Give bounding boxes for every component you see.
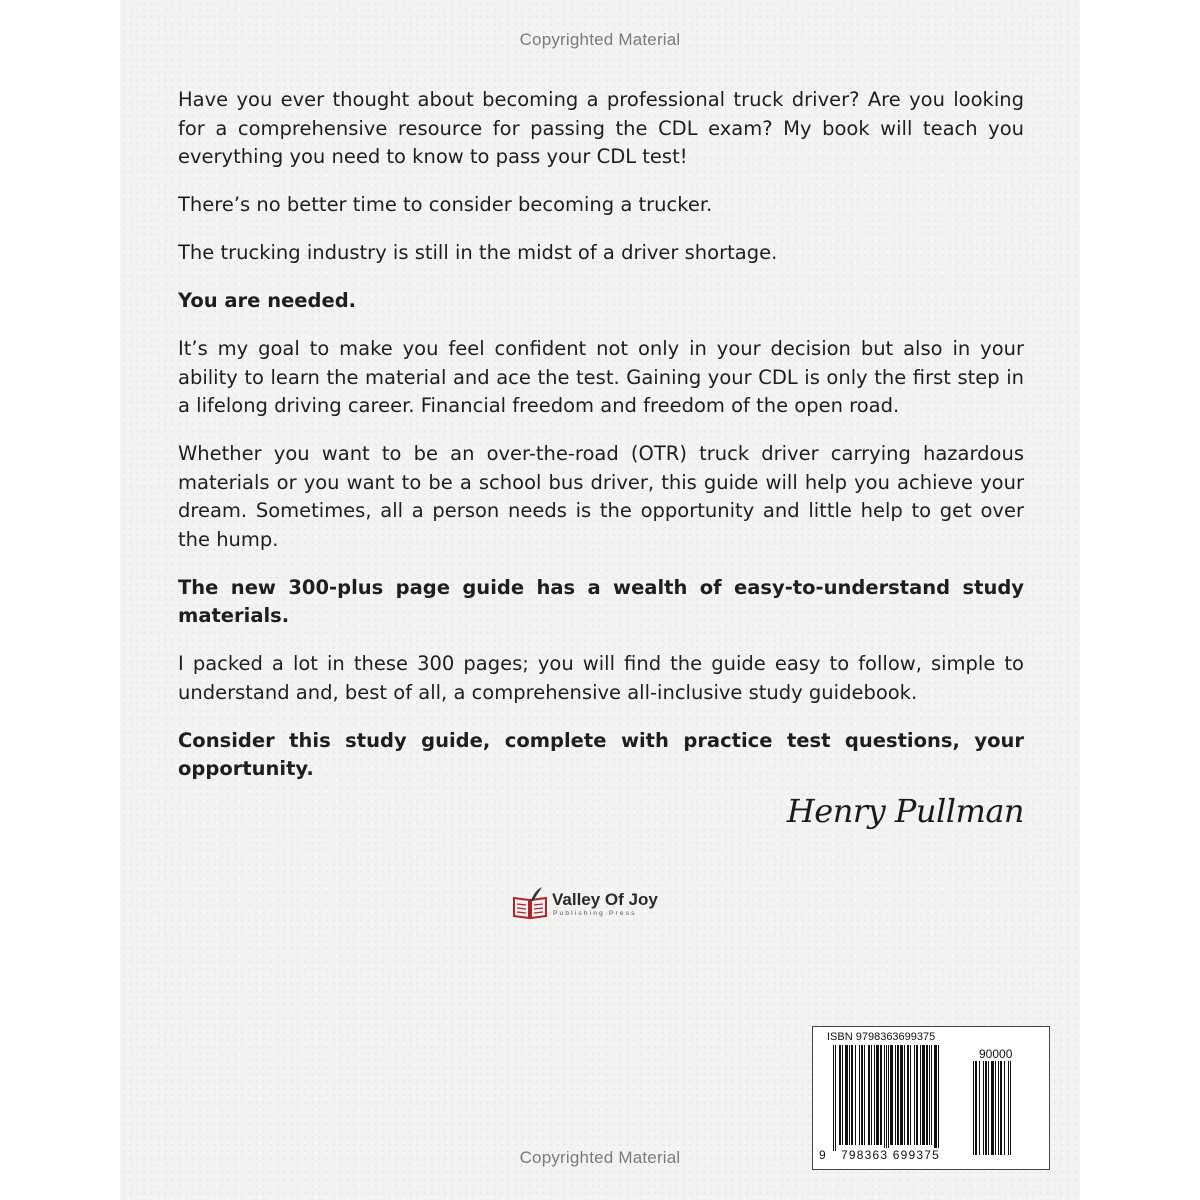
barcode-bar: [975, 1061, 977, 1155]
barcode-bar: [874, 1045, 875, 1145]
barcode-bar: [888, 1045, 889, 1151]
barcode-bar: [897, 1045, 899, 1145]
barcode-bar: [938, 1045, 939, 1151]
addon-bars: [973, 1061, 1037, 1155]
barcode-bar: [871, 1045, 872, 1145]
barcode-bar: [861, 1045, 863, 1145]
barcode-bar: [920, 1045, 921, 1145]
barcode-bar: [985, 1061, 987, 1155]
barcode-bar: [904, 1045, 905, 1145]
barcode-bar: [876, 1045, 879, 1145]
barcode-bar: [1000, 1061, 1002, 1155]
barcode-bar: [895, 1045, 896, 1145]
barcode-bar: [855, 1045, 856, 1145]
barcode-bar: [983, 1061, 984, 1155]
barcode-bar: [998, 1061, 999, 1155]
ean13-bars: [833, 1045, 965, 1151]
blurb-paragraph-intro: Have you ever thought about becoming a professional truck driver? Are you looking for a comprehensive resource for passing the CDL exam? My book will teach you everything you need to know to pass your CDL test!: [178, 88, 1024, 168]
publisher-subtitle: Publishing Press: [553, 910, 637, 917]
blurb-text: [178, 86, 1024, 803]
blurb-paragraph-guide: The new 300-plus page guide has a wealth of easy-to-understand study materials.: [178, 575, 1024, 627]
blurb-paragraph-shortage: The trucking industry is still in the midst of a driver shortage.: [178, 241, 778, 264]
blurb-paragraph-pages: I packed a lot in these 300 pages; you will find the guide easy to follow, simple to understand and, best of all, a comprehensive all-inclusive study guidebook.: [178, 652, 1024, 704]
blurb-paragraph-goal: It’s my goal to make you feel confident not only in your decision but also in your ability to learn the material and ace the test. Gaining your CDL is only the first step in a lifelong driving career. Financial freedom and freedom of the open road.: [178, 337, 1024, 417]
ean-first-digit: 9: [819, 1148, 826, 1162]
barcode-bar: [868, 1045, 870, 1145]
barcode-bar: [1010, 1061, 1011, 1155]
barcode-bar: [880, 1045, 882, 1145]
author-signature: Henry Pullman: [786, 792, 1024, 830]
copyright-watermark-top: Copyrighted Material: [519, 30, 681, 49]
barcode-bar: [931, 1045, 932, 1145]
blurb-paragraph-time: There’s no better time to consider becoming a trucker.: [178, 193, 713, 216]
blurb-paragraph-consider: Consider this study guide, complete with practice test questions, your opportunity.: [178, 728, 1024, 780]
barcode-bar: [934, 1045, 937, 1151]
barcode-bar: [849, 1045, 850, 1145]
barcode-bar: [991, 1061, 994, 1155]
book-back-cover: [120, 0, 1080, 1200]
barcode-bar: [900, 1045, 903, 1145]
barcode-bar: [929, 1045, 930, 1145]
open-book-quill-icon: [512, 886, 548, 920]
barcode-bar: [995, 1061, 996, 1155]
barcode-bar: [845, 1045, 848, 1145]
barcode-bar: [842, 1045, 843, 1145]
barcode-bar: [926, 1045, 928, 1145]
barcode-bar: [922, 1045, 925, 1145]
barcode-bar: [833, 1045, 834, 1151]
barcode-bar: [1008, 1061, 1009, 1155]
isbn-label: ISBN 9798363699375: [827, 1031, 936, 1043]
publisher-name: Valley Of Joy: [552, 890, 658, 909]
ean-digits: 798363 699375: [839, 1148, 961, 1162]
barcode-addon-number: 90000: [979, 1047, 1013, 1061]
barcode-bar: [886, 1045, 887, 1151]
barcode-bar: [916, 1045, 918, 1145]
barcode-bar: [890, 1045, 893, 1145]
barcode-bar: [973, 1061, 974, 1155]
barcode-bar: [864, 1045, 865, 1145]
barcode-bar: [859, 1045, 860, 1145]
barcode-bar: [907, 1045, 909, 1145]
barcode-bar: [988, 1061, 989, 1155]
barcode-bar: [910, 1045, 911, 1145]
barcode-bar: [884, 1045, 885, 1151]
barcode-bar: [839, 1045, 841, 1145]
publisher-logo: [512, 884, 692, 926]
barcode-bar: [1004, 1061, 1005, 1155]
blurb-paragraph-whether: Whether you want to be an over-the-road (OTR) truck driver carrying hazardous materials or you want to be a school bus driver, this guide will help you achieve your dream. Sometimes, all a person needs is the opportunity and little help to get over the hump.: [178, 442, 1024, 551]
barcode-bar: [851, 1045, 853, 1145]
copyright-watermark-bottom: Copyrighted Material: [519, 1148, 681, 1167]
barcode-bar: [914, 1045, 915, 1145]
barcode-bar: [979, 1061, 980, 1155]
barcode-bar: [835, 1045, 836, 1151]
blurb-paragraph-needed: You are needed.: [178, 289, 357, 312]
